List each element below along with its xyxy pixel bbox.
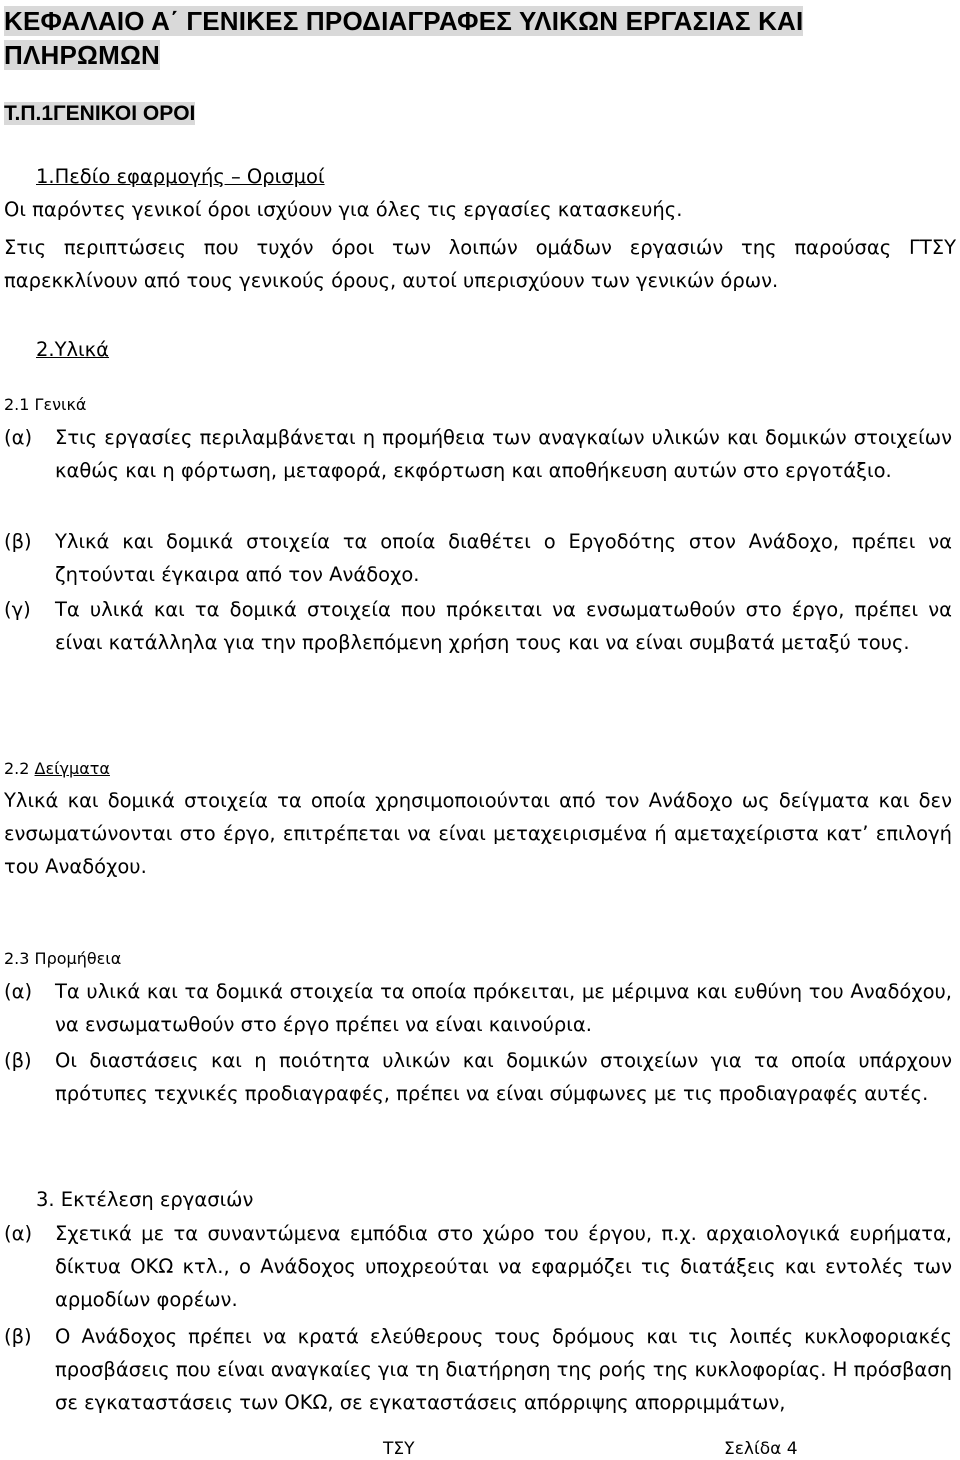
list-item — [4, 1044, 952, 1110]
list-item-text: Οι διαστάσεις και η ποιότητα υλικών και δομικών στοιχείων για τα οποία υπάρχουν πρότυπες τεχνικές προδιαγραφές, πρέπει να είναι σύμφωνες με τις προδιαγραφές αυτές. — [55, 1049, 952, 1105]
list-item — [4, 1320, 952, 1419]
list-item — [4, 421, 952, 487]
list-item-marker: (γ) — [4, 598, 31, 621]
section-1-heading: 1.Πεδίο εφαρμογής – Ορισμοί — [36, 165, 325, 188]
subsection-2-2-heading — [4, 758, 110, 780]
list-item-text: Τα υλικά και τα δομικά στοιχεία τα οποία πρόκειται, με μέριμνα και ευθύνη του Αναδόχου, να ενσωματωθούν στο έργο πρέπει να είναι καινούρια. — [55, 980, 952, 1036]
list-item-marker: (β) — [4, 530, 32, 553]
subsection-label: Προμήθεια — [34, 949, 122, 968]
list-item-text: Σχετικά με τα συναντώμενα εμπόδια στο χώρο του έργου, π.χ. αρχαιολογικά ευρήματα, δίκτυα ΟΚΩ κτλ., ο Ανάδοχος υποχρεούται να εφαρμόζει τις διατάξεις και εντολές των αρμοδίων φορέων. — [55, 1222, 952, 1311]
list-item-text: Υλικά και δομικά στοιχεία τα οποία διαθέτει ο Εργοδότης στον Ανάδοχο, πρέπει να ζητούνται έγκαιρα από τον Ανάδοχο. — [55, 530, 952, 586]
subsection-label: Γενικά — [34, 395, 87, 414]
chapter-title: ΚΕΦΑΛΑΙΟ Α΄ ΓΕΝΙΚΕΣ ΠΡΟΔΙΑΓΡΑΦΕΣ ΥΛΙΚΩΝ ΕΡΓΑΣΙΑΣ ΚΑΙ ΠΛΗΡΩΜΩΝ — [4, 6, 804, 70]
list-item-marker: (α) — [4, 426, 33, 449]
list-item-marker: (α) — [4, 1222, 33, 1245]
list-item-marker: (β) — [4, 1049, 32, 1072]
section-1-paragraph-2: Στις περιπτώσεις που τυχόν όροι των λοιπών ομάδων εργασιών της παρούσας ΓΤΣΥ παρεκκλίνουν από τους γενικούς όρους, αυτοί υπερισχύουν των γενικών όρων. — [4, 236, 956, 292]
footer-left-text: ΤΣΥ — [383, 1439, 415, 1459]
section-title: Τ.Π.1ΓΕΝΙΚΟΙ ΟΡΟΙ — [4, 102, 196, 125]
subsection-number: 2.1 — [4, 395, 30, 414]
section-2-heading: 2.Υλικά — [36, 338, 110, 361]
list-item — [4, 975, 952, 1041]
subsection-number: 2.3 — [4, 949, 30, 968]
subsection-2-1-heading — [4, 394, 86, 416]
list-item-text: Ο Ανάδοχος πρέπει να κρατά ελεύθερους τους δρόμους και τις λοιπές κυκλοφοριακές προσβάσεις που είναι αναγκαίες για τη διατήρηση της ροής της κυκλοφορίας. Η πρόσβαση σε εγκαταστάσεις των ΟΚΩ, σε εγκαταστάσεις απόρριψης απορριμμάτων, — [55, 1325, 952, 1414]
list-item-marker: (β) — [4, 1325, 32, 1348]
list-item-marker: (α) — [4, 980, 33, 1003]
list-item — [4, 1217, 952, 1316]
subsection-number: 2.2 — [4, 759, 30, 778]
list-item-text: Στις εργασίες περιλαμβάνεται η προμήθεια των αναγκαίων υλικών και δομικών στοιχείων καθώς και η φόρτωση, μεταφορά, εκφόρτωση και αποθήκευση αυτών στο εργοτάξιο. — [55, 426, 952, 482]
list-item — [4, 593, 952, 659]
section-1-paragraph-1: Οι παρόντες γενικοί όροι ισχύουν για όλες τις εργασίες κατασκευής. — [4, 198, 683, 221]
list-item-text: Τα υλικά και τα δομικά στοιχεία που πρόκειται να ενσωματωθούν στο έργο, πρέπει να είναι κατάλληλα για την προβλεπόμενη χρήση τους και να είναι συμβατά μεταξύ τους. — [55, 598, 952, 654]
subsection-2-3-heading — [4, 948, 121, 970]
subsection-2-2-paragraph: Υλικά και δομικά στοιχεία τα οποία χρησιμοποιούνται από τον Ανάδοχο ως δείγματα και δεν ενσωματώνονται στο έργο, επιτρέπεται να είναι μεταχειρισμένα ή αμεταχείριστα κατ’ επιλογή του Αναδόχου. — [4, 789, 952, 878]
subsection-label: Δείγματα — [34, 759, 110, 778]
footer-page-number: Σελίδα 4 — [724, 1439, 798, 1459]
list-item — [4, 525, 952, 591]
section-3-heading: 3. Εκτέλεση εργασιών — [36, 1188, 254, 1211]
